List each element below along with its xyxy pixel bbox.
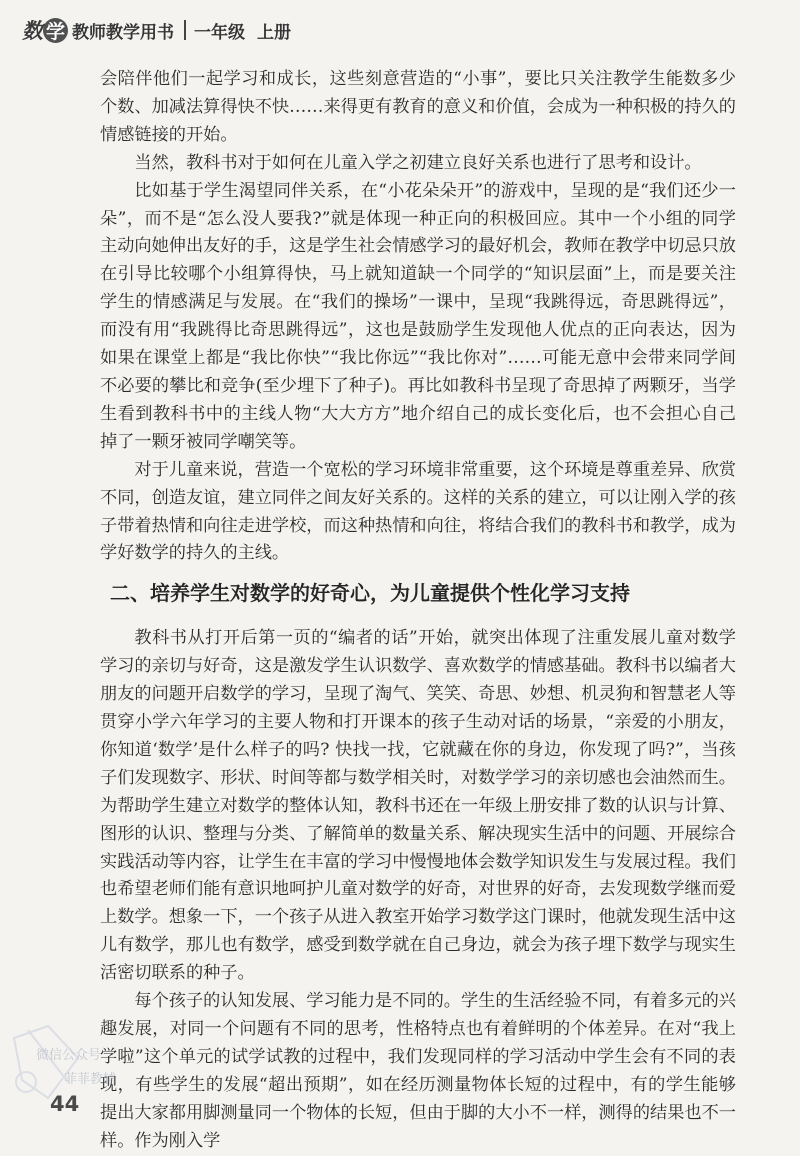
header-divider — [184, 20, 186, 40]
paragraph: 教科书从打开后第一页的“编者的话”开始，就突出体现了注重发展儿童对数学学习的亲切与好奇，这是激发学生认识数学、喜欢数学的情感基础。教科书以编者大朋友的问题开启数学的学习，呈现了淘气、笑笑、奇思、妙想、机灵狗和智慧老人等贯穿小学六年学习的主要人物和打开课本的孩子生动对话的场景，“亲爱的小朋友，你知道‘数学’是什么样子的吗? 快找一找，它就藏在你的身边，你发现了吗?”，当孩子们发现数字、形状、时间等都与数学相关时，对数学学习的亲切感也会油然而生。为帮助学生建立对数学的整体认知，教科书还在一年级上册安排了数的认识与计算、图形的认识、整理与分类、了解简单的数量关系、解决现实生活中的问题、开展综合实践活动等内容，让学生在丰富的学习中慢慢地体会数学知识发生与发展过程。我们也希望老师们能有意识地呵护儿童对数学的好奇，对世界的好奇，去发现数学继而爱上数学。想象一下，一个孩子从进入教室开始学习数学这门课时，他就发现生活中这儿有数学，那儿也有数学，感受到数学就在自己身边，就会为孩子埋下数学与现实生活密切联系的种子。 — [100, 628, 736, 984]
subject-logo — [22, 15, 68, 45]
section-heading: 二、培养学生对数学的好奇心，为儿童提供个性化学习支持 — [110, 581, 630, 606]
volume-label: 上册 — [257, 22, 291, 43]
book-title: 教师教学用书 — [72, 22, 174, 43]
logo-char-1: 数 — [22, 19, 42, 43]
paragraph-continued: 会陪伴他们一起学习和成长，这些刻意营造的“小事”，要比只关注教学生能数多少个数、加减法算得快不快……来得更有教育的意义和价值，会成为一种积极的持久的情感链接的开始。 — [100, 69, 736, 145]
paragraph: 对于儿童来说，营造一个宽松的学习环境非常重要，这个环境是尊重差异、欣赏不同，创造友谊，建立同伴之间友好关系的。这样的关系的建立，可以让刚入学的孩子带着热情和向往走进学校，而这种热情和向往，将结合我们的教科书和教学，成为学好数学的持久的主线。 — [100, 459, 736, 564]
watermark-line-2: 菲菲教辅 — [64, 1072, 117, 1087]
logo-char-2: 学 — [43, 18, 68, 43]
watermark-line-1: 微信公众号 — [36, 1048, 102, 1063]
running-header — [22, 13, 291, 47]
paragraph: 当然，教科书对于如何在儿童入学之初建立良好关系也进行了思考和设计。 — [134, 152, 702, 173]
paragraph: 每个孩子的认知发展、学习能力是不同的。学生的生活经验不同，有着多元的兴趣发展，对同一个问题有不同的思考，性格特点也有着鲜明的个体差异。在对“我上学啦”这个单元的试学试教的过程中，我们发现同样的学习活动中学生会有不同的表现，有些学生的发展“超出预期”，如在经历测量物体长短的过程中，有的学生能够提出大家都用脚测量同一个物体的长短，但由于脚的大小不一样，测得的结果也不一样。作为刚入学 — [100, 991, 736, 1151]
paragraph: 比如基于学生渴望同伴关系，在“小花朵朵开”的游戏中，呈现的是“我们还少一朵”，而不是“怎么没人要我?”就是体现一种正向的积极回应。其中一个小组的同学主动向她伸出友好的手，这是学生社会情感学习的最好机会，教师在教学中切忌只放在引导比较哪个小组算得快，马上就知道缺一个同学的“知识层面”上，而是要关注学生的情感满足与发展。在“我们的操场”一课中，呈现“我跳得远，奇思跳得远”，而没有用“我跳得比奇思跳得远”，这也是鼓励学生发现他人优点的正向表达，因为如果在课堂上都是“我比你快”“我比你远”“我比你对”……可能无意中会带来同学间不必要的攀比和竞争(至少埋下了种子)。再比如教科书呈现了奇思掉了两颗牙，当学生看到教科书中的主线人物“大大方方”地介绍自己的成长变化后，也不会担心自己掉了一颗牙被同学嘲笑等。 — [100, 180, 736, 452]
grade-volume — [194, 18, 291, 43]
page-number: 44 — [50, 1092, 80, 1116]
page-body — [100, 66, 736, 1156]
grade-label: 一年级 — [194, 22, 245, 43]
